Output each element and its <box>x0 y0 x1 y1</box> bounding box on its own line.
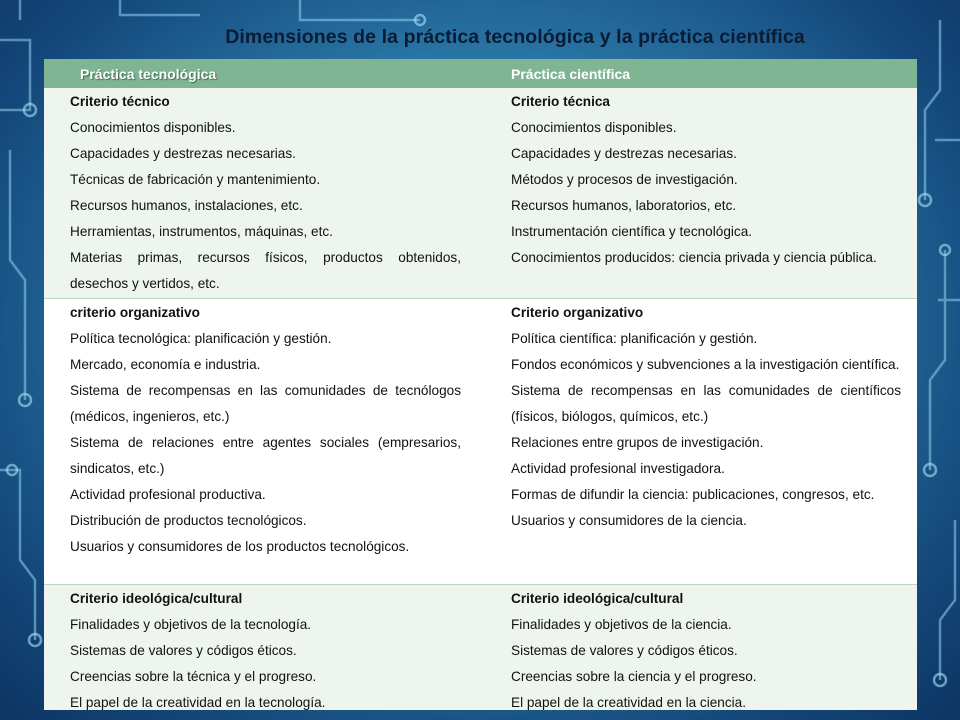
table-cell-right <box>509 88 917 298</box>
criterion-heading: Criterio organizativo <box>511 305 644 320</box>
header-practica-cientifica: Práctica científica <box>511 65 631 82</box>
criterion-heading: Criterio ideológica/cultural <box>70 591 243 606</box>
criterion-item: Actividad profesional productiva. <box>70 487 266 502</box>
criterion-item: Herramientas, instrumentos, máquinas, etc. <box>70 224 333 239</box>
criterion-item: Capacidades y destrezas necesarias. <box>511 146 737 161</box>
criterion-item: Capacidades y destrezas necesarias. <box>70 146 296 161</box>
header-practica-tecnologica: Práctica tecnológica <box>80 65 217 82</box>
table-header <box>44 59 917 88</box>
criterion-item: Política tecnológica: planificación y gestión. <box>70 331 332 346</box>
criterion-item: El papel de la creatividad en la ciencia. <box>511 695 747 710</box>
criterion-item: Formas de difundir la ciencia: publicaciones, congresos, etc. <box>511 487 875 502</box>
criterion-item: El papel de la creatividad en la tecnología. <box>70 695 326 710</box>
criterion-item: Usuarios y consumidores de los productos tecnológicos. <box>70 539 410 554</box>
criterion-item: Conocimientos disponibles. <box>70 120 236 135</box>
table-cell-left <box>44 299 509 584</box>
criterion-item: Finalidades y objetivos de la tecnología. <box>70 617 312 632</box>
criterion-item: Conocimientos disponibles. <box>511 120 677 135</box>
criterion-item: Métodos y procesos de investigación. <box>511 172 738 187</box>
criterion-item: Relaciones entre grupos de investigación. <box>511 435 764 450</box>
criterion-item: Sistemas de valores y códigos éticos. <box>70 643 297 658</box>
table-row-ideologico <box>44 585 917 710</box>
criterion-item: Fondos económicos y subvenciones a la investigación científica. <box>511 357 900 372</box>
criterion-item: Sistemas de valores y códigos éticos. <box>511 643 738 658</box>
criterion-heading: Criterio ideológica/cultural <box>511 591 684 606</box>
criterion-item: Finalidades y objetivos de la ciencia. <box>511 617 732 632</box>
table-cell-left <box>44 88 509 298</box>
criterion-item: Recursos humanos, instalaciones, etc. <box>70 198 303 213</box>
criterion-item: Recursos humanos, laboratorios, etc. <box>511 198 737 213</box>
comparison-table <box>44 59 917 710</box>
criterion-heading: Criterio técnica <box>511 94 610 109</box>
criterion-item: Materias primas, recursos físicos, productos obtenidos, desechos y vertidos, etc. <box>70 250 461 291</box>
criterion-item: Sistema de relaciones entre agentes sociales (empresarios, sindicatos, etc.) <box>70 435 461 476</box>
table-row-organizativo <box>44 299 917 585</box>
criterion-item: Conocimientos producidos: ciencia privada y ciencia pública. <box>511 250 877 265</box>
criterion-item: Instrumentación científica y tecnológica. <box>511 224 753 239</box>
criterion-item: Política científica: planificación y gestión. <box>511 331 758 346</box>
table-row-tecnico <box>44 88 917 299</box>
criterion-heading: Criterio técnico <box>70 94 170 109</box>
criterion-item: Creencias sobre la técnica y el progreso. <box>70 669 317 684</box>
criterion-item: Usuarios y consumidores de la ciencia. <box>511 513 747 528</box>
slide-title: Dimensiones de la práctica tecnológica y la práctica científica <box>225 26 805 48</box>
table-cell-right <box>509 299 917 584</box>
criterion-item: Actividad profesional investigadora. <box>511 461 725 476</box>
criterion-item: Mercado, economía e industria. <box>70 357 261 372</box>
criterion-heading: criterio organizativo <box>70 305 200 320</box>
table-cell-left <box>44 585 509 710</box>
criterion-item: Distribución de productos tecnológicos. <box>70 513 307 528</box>
table-cell-right <box>509 585 917 710</box>
table-body <box>44 88 917 710</box>
criterion-item: Sistema de recompensas en las comunidades de científicos (físicos, biólogos, químicos, etc.) <box>511 383 901 424</box>
criterion-item: Técnicas de fabricación y mantenimiento. <box>70 172 321 187</box>
criterion-item: Creencias sobre la ciencia y el progreso. <box>511 669 757 684</box>
criterion-item: Sistema de recompensas en las comunidades de tecnólogos (médicos, ingenieros, etc.) <box>70 383 461 424</box>
